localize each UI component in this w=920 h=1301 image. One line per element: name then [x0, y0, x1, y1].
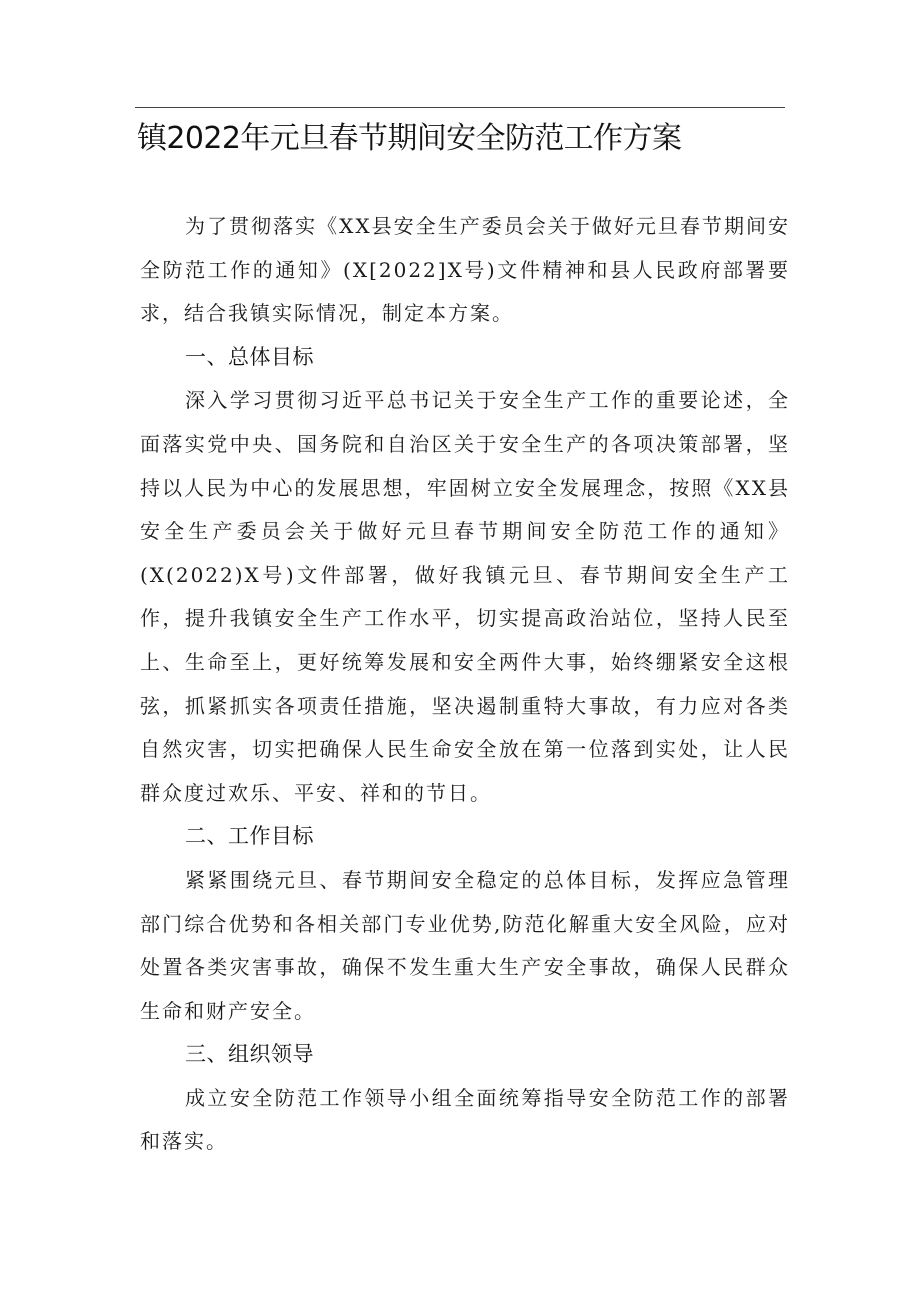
- section-heading-overall-goal: 一、总体目标: [185, 344, 314, 369]
- section-heading-work-goal: 二、工作目标: [185, 824, 314, 849]
- header-rule: [135, 107, 785, 108]
- section-heading-leadership: 三、组织领导: [185, 1042, 314, 1067]
- section-paragraph-work-goal: 紧紧围绕元旦、春节期间安全稳定的总体目标，发挥应急管理部门综合优势和各相关部门专业优势,防范化解重大安全风险，应对处置各类灾害事故，确保不发生重大生产安全事故，确保人民群众生命和财产安全。: [140, 867, 790, 1023]
- section-paragraph-overall-goal: 深入学习贯彻习近平总书记关于安全生产工作的重要论述，全面落实党中央、国务院和自治区关于安全生产的各项决策部署，坚持以人民为中心的发展思想，牢固树立安全发展理念，按照《XX县安全生产委员会关于做好元旦春节期间安全防范工作的通知》(X(2022)X号)文件部署，做好我镇元旦、春节期间安全生产工作，提升我镇安全生产工作水平，切实提高政治站位，坚持人民至上、生命至上，更好统筹发展和安全两件大事，始终绷紧安全这根弦，抓紧抓实各项责任措施，坚决遏制重特大事故，有力应对各类自然灾害，切实把确保人民生命安全放在第一位落到实处，让人民群众度过欢乐、平安、祥和的节日。: [140, 388, 790, 805]
- document-title: 镇2022年元旦春节期间安全防范工作方案: [137, 121, 682, 156]
- section-paragraph-leadership: 成立安全防范工作领导小组全面统筹指导安全防范工作的部署和落实。: [140, 1085, 790, 1154]
- intro-paragraph: 为了贯彻落实《XX县安全生产委员会关于做好元旦春节期间安全防范工作的通知》(X[2022]X号)文件精神和县人民政府部署要求，结合我镇实际情况，制定本方案。: [140, 214, 790, 326]
- document-body: [140, 205, 790, 1164]
